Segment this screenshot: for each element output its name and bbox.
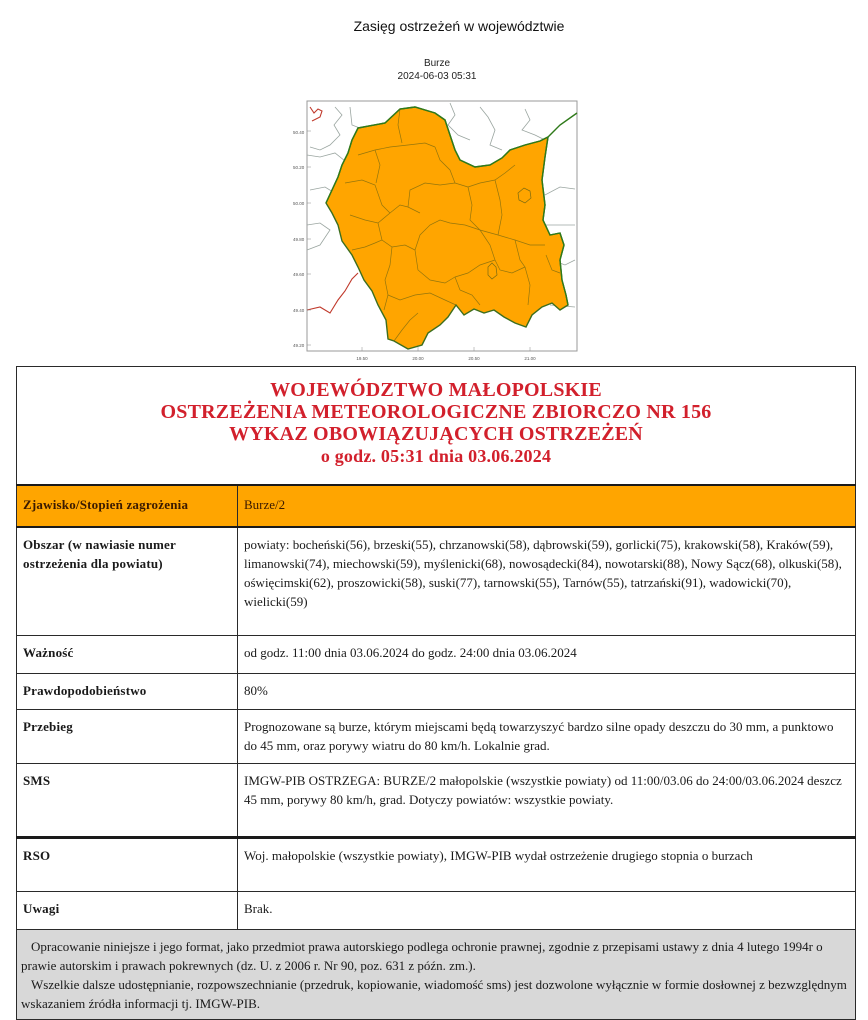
row-label: SMS (17, 764, 238, 838)
row-label: Uwagi (17, 892, 238, 930)
copyright-footer-row (17, 930, 856, 1020)
y-tick: 49.80 (293, 237, 305, 242)
map-datetime: 2024-06-03 05:31 (397, 71, 477, 82)
row-value: IMGW-PIB OSTRZEGA: BURZE/2 małopolskie (wszystkie powiaty) od 11:00/03.06 do 24:00/03.06.2024 deszcz 45 mm, porywy 80 km/h, grad. Dotyczy powiatów: wszystkie powiaty. (238, 764, 856, 838)
map-title: Zasięg ostrzeżeń w województwie (353, 18, 565, 34)
x-tick: 20.00 (412, 356, 424, 361)
row-value: 80% (238, 674, 856, 710)
row-value: Burze/2 (238, 485, 856, 527)
header-list-title: WYKAZ OBOWIĄZUJĄCYCH OSTRZEŻEŃ (229, 423, 643, 445)
table-header (17, 367, 856, 486)
row-label: RSO (17, 838, 238, 892)
copyright-footer (17, 930, 856, 1020)
x-tick: 20.50 (468, 356, 480, 361)
row-value: Brak. (238, 892, 856, 930)
header-region: WOJEWÓDZTWO MAŁOPOLSKIE (270, 379, 602, 401)
row-label: Przebieg (17, 710, 238, 764)
y-tick: 49.20 (293, 343, 305, 348)
table-row-rso (17, 838, 856, 892)
table-row-sms (17, 764, 856, 838)
x-tick: 19.50 (356, 356, 368, 361)
row-label: Ważność (17, 636, 238, 674)
y-tick: 49.40 (293, 308, 305, 313)
y-tick: 50.20 (293, 165, 305, 170)
table-row-waznosc (17, 636, 856, 674)
row-value: Woj. małopolskie (wszystkie powiaty), IMGW-PIB wydał ostrzeżenie drugiego stopnia o burzach (238, 838, 856, 892)
y-tick: 50.00 (293, 201, 305, 206)
row-value: od godz. 11:00 dnia 03.06.2024 do godz. 24:00 dnia 03.06.2024 (238, 636, 856, 674)
map-phenomenon: Burze (423, 58, 451, 69)
y-tick: 50.40 (293, 130, 305, 135)
row-value: powiaty: bocheński(56), brzeski(55), chrzanowski(58), dąbrowski(59), gorlicki(75), krakowski(58), Kraków(59), limanowski(74), miechowski(59), myślenicki(68), nowosądecki(84), nowotarski(88), Nowy Sącz(68), olkuski(58), oświęcimski(62), proszowicki(58), suski(77), tarnowski(55), Tarnów(55), tatrzański(91), wadowicki(70), wielicki(59) (238, 527, 856, 636)
row-label: Obszar (w nawiasie numer ostrzeżenia dla powiatu) (17, 527, 238, 636)
copyright-paragraph: Opracowanie niniejsze i jego format, jako przedmiot prawa autorskiego podlega ochronie prawnej, zgodnie z przepisami ustawy z dnia 4 lutego 1994r o prawie autorskim i prawach pokrewnych (dz. U. z 2006 r. Nr 90, poz. 631 z późn. zm.). (21, 939, 823, 973)
row-label: Zjawisko/Stopień zagrożenia (17, 485, 238, 527)
table-row-uwagi (17, 892, 856, 930)
x-tick: 21.00 (524, 356, 536, 361)
y-tick: 49.60 (293, 272, 305, 277)
header-issue-time: o godz. 05:31 dnia 03.06.2024 (320, 446, 552, 466)
warning-map (290, 95, 590, 365)
table-row-obszar (17, 527, 856, 636)
header-bulletin-number: OSTRZEŻENIA METEOROLOGICZNE ZBIORCZO NR 156 (160, 401, 712, 423)
table-row-prawdopodobienstwo (17, 674, 856, 710)
redistribution-paragraph: Wszelkie dalsze udostępnianie, rozpowszechnianie (przedruk, kopiowanie, wiadomość sms) jest dozwolone wyłącznie w formie dosłownej z bezwzględnym wskazaniem źródła informacji tj. IMGW-PIB. (21, 977, 847, 1011)
table-row-zjawisko (17, 485, 856, 527)
table-row-przebieg (17, 710, 856, 764)
row-label: Prawdopodobieństwo (17, 674, 238, 710)
row-value: Prognozowane są burze, którym miejscami będą towarzyszyć bardzo silne opady deszczu do 30 mm, a punktowo do 45 mm, oraz porywy wiatru do 80 km/h. Lokalnie grad. (238, 710, 856, 764)
table-header-row (17, 367, 856, 486)
warning-table (16, 366, 856, 1020)
